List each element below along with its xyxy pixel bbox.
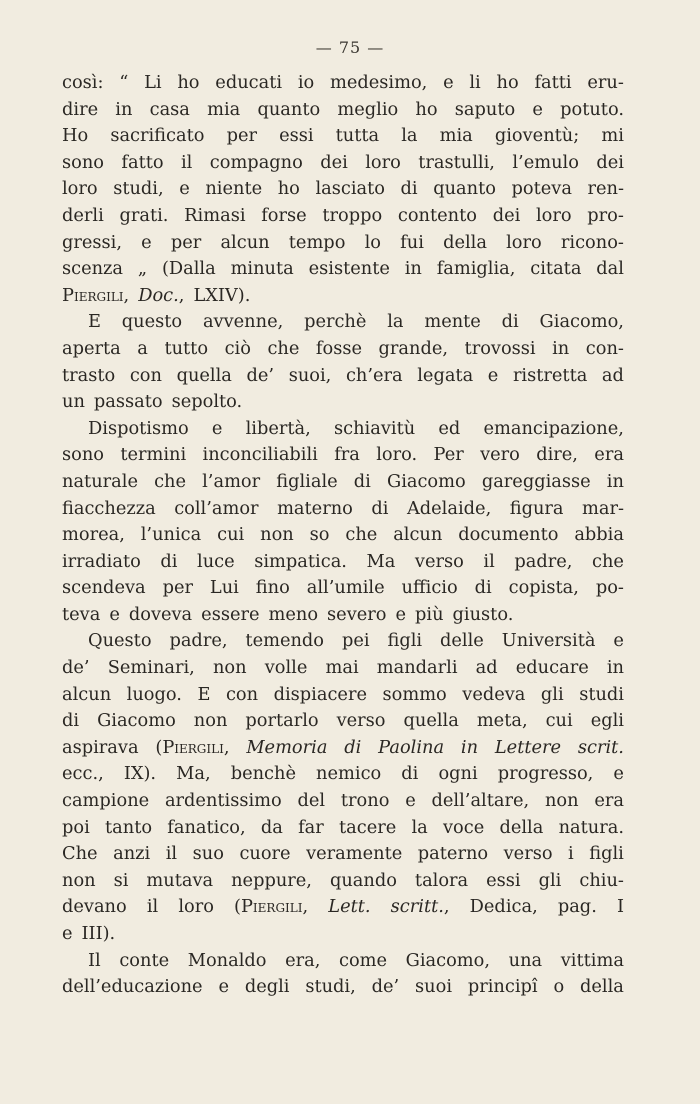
text-line: ecc., IX). Ma, benchè nemico di ogni progresso, e — [62, 763, 624, 785]
text-line: morea, l’unica cui non so che alcun documento abbia — [62, 524, 624, 546]
text-line: aspirava (Piergili, Memoria di Paolina in Lettere scrit. — [62, 736, 624, 758]
text-line: naturale che l’amor figliale di Giacomo gareggiasse in — [62, 470, 624, 492]
text-line: dell’educazione e degli studi, de’ suoi principî o della — [62, 976, 624, 998]
text-line: un passato sepolto. — [62, 391, 243, 413]
text-line: così: “ Li ho educati io medesimo, e li ho fatti eru- — [62, 72, 624, 93]
text-line: campione ardentissimo del trono e dell’altare, non era — [62, 790, 624, 812]
text-line: teva e doveva essere meno severo e più giusto. — [62, 603, 514, 625]
text-line: Piergili, Doc., LXIV). — [62, 284, 251, 306]
text-line: Questo padre, temendo pei figli delle Università e — [88, 630, 624, 652]
text-line: scenza „ (Dalla minuta esistente in famiglia, citata dal — [62, 258, 624, 280]
text-line: gressi, e per alcun tempo lo fui della loro ricono- — [62, 231, 624, 253]
text-line: poi tanto fanatico, da far tacere la voce della natura. — [62, 816, 624, 838]
page-number: — 75 — — [315, 38, 385, 57]
text-line: Il conte Monaldo era, come Giacomo, una vittima — [88, 949, 624, 971]
text-line: sono fatto il compagno dei loro trastulli, l’emulo dei — [62, 151, 624, 173]
text-line: scendeva per Lui fino all’umile ufficio di copista, po- — [62, 577, 624, 599]
text-line: e III). — [62, 923, 116, 944]
text-line: trasto con quella de’ suoi, ch’era legata e ristretta ad — [62, 364, 624, 386]
text-line: devano il loro (Piergili, Lett. scritt., Dedica, pag. I — [62, 896, 624, 918]
text-line: fiacchezza coll’amor materno di Adelaide, figura mar- — [62, 497, 624, 519]
text-line: sono termini inconciliabili fra loro. Per vero dire, era — [62, 444, 624, 466]
text-line: Che anzi il suo cuore veramente paterno verso i figli — [62, 843, 624, 865]
text-line: di Giacomo non portarlo verso quella meta, cui egli — [62, 710, 624, 732]
text-line: derli grati. Rimasi forse troppo contento dei loro pro- — [62, 204, 624, 226]
text-line: irradiato di luce simpatica. Ma verso il padre, che — [62, 550, 624, 572]
text-line: non si mutava neppure, quando talora essi gli chiu- — [62, 869, 624, 891]
text-line: alcun luogo. E con dispiacere sommo vedeva gli studi — [62, 683, 624, 705]
text-line: aperta a tutto ciò che fosse grande, trovossi in con- — [62, 337, 624, 359]
text-line: dire in casa mia quanto meglio ho saputo e potuto. — [62, 98, 624, 120]
text-line: Ho sacrificato per essi tutta la mia gioventù; mi — [62, 125, 624, 147]
body-text — [62, 70, 624, 1001]
text-line: Dispotismo e libertà, schiavitù ed emancipazione, — [88, 417, 624, 439]
text-line: loro studi, e niente ho lasciato di quanto poteva ren- — [62, 178, 624, 200]
text-line: de’ Seminari, non volle mai mandarli ad educare in — [62, 657, 624, 679]
text-line: E questo avvenne, perchè la mente di Giacomo, — [88, 311, 624, 333]
